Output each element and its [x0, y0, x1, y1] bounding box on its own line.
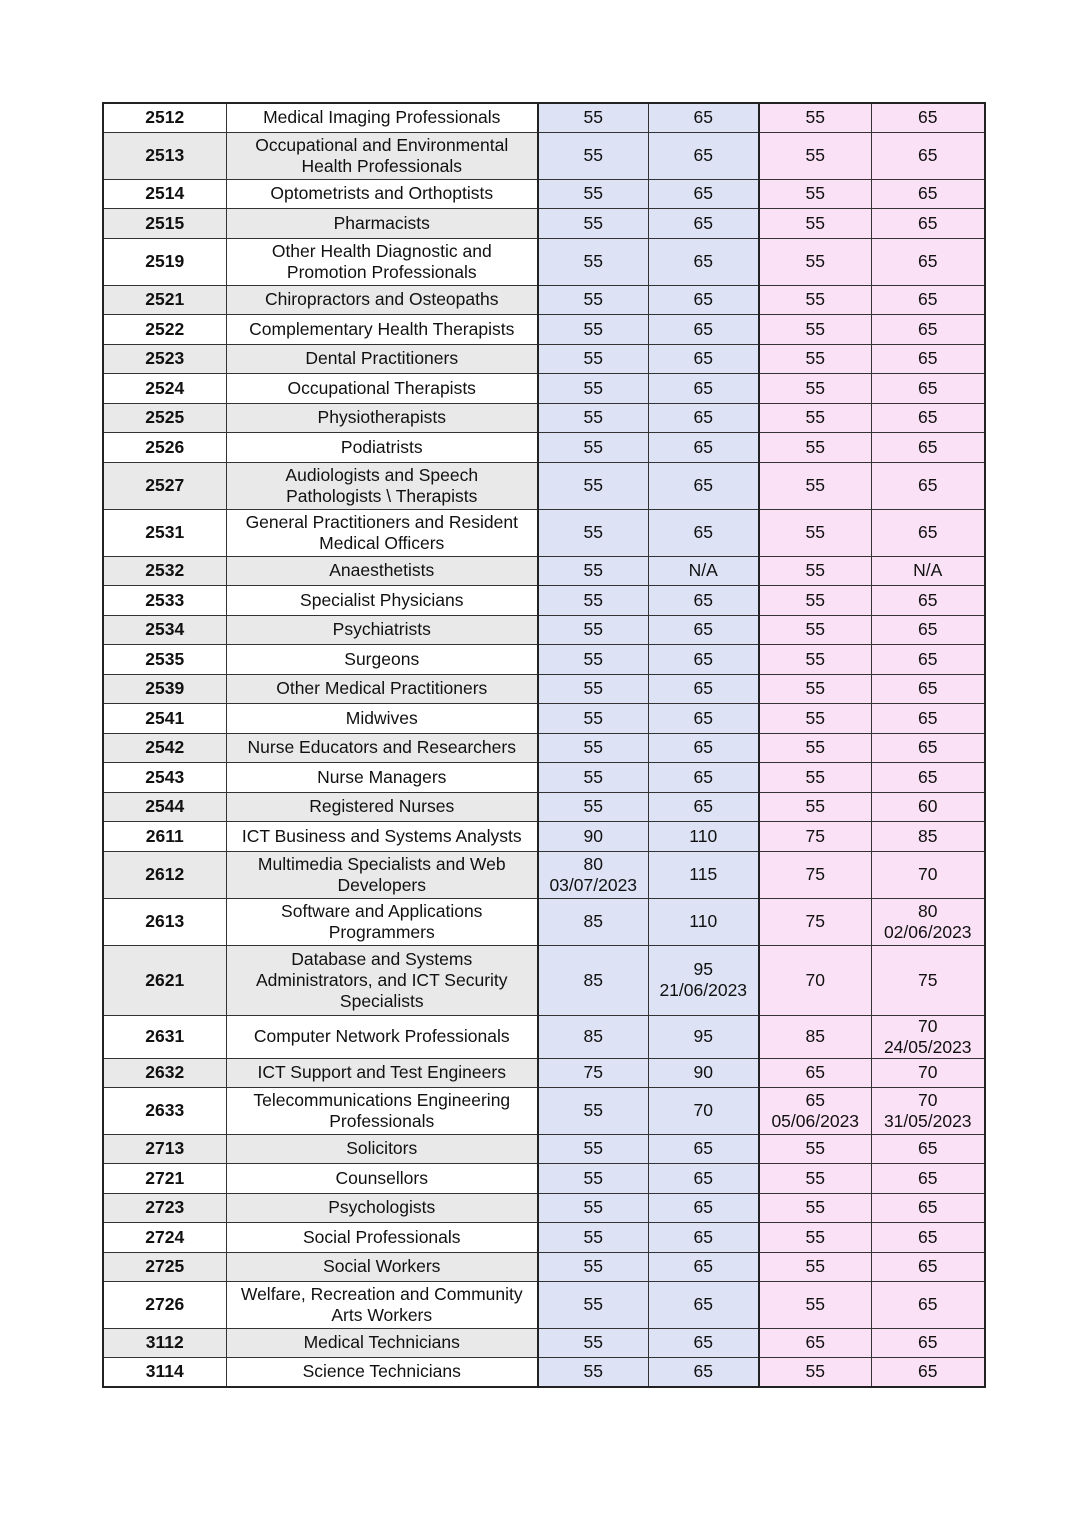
occupation-code-cell: 2521 — [103, 285, 226, 314]
score-cell-c2: 65 — [648, 344, 759, 373]
occupation-name-cell: Software and Applications Programmers — [226, 898, 538, 945]
score-cell-c1: 55 — [538, 1087, 648, 1134]
occupation-code-cell: 2522 — [103, 314, 226, 344]
score-cell-c4: 65 — [871, 403, 985, 432]
occupation-name-cell: Complementary Health Therapists — [226, 314, 538, 344]
table-row — [103, 509, 985, 556]
score-cell-c3: 55 — [759, 1357, 871, 1387]
score-cell-c1: 85 — [538, 1015, 648, 1058]
table-row — [103, 285, 985, 314]
occupation-name-cell: Other Medical Practitioners — [226, 674, 538, 703]
score-cell-c3: 55 — [759, 703, 871, 733]
occupation-table-body — [103, 103, 985, 1387]
score-cell-c2: 65 — [648, 615, 759, 644]
score-cell-c1: 55 — [538, 762, 648, 792]
score-cell-c2: 65 — [648, 403, 759, 432]
score-cell-c3: 55 — [759, 585, 871, 615]
occupation-name-cell: Optometrists and Orthoptists — [226, 179, 538, 208]
score-cell-c2: 65 — [648, 179, 759, 208]
score-cell-c3: 55 — [759, 792, 871, 821]
occupation-name-cell: General Practitioners and Resident Medical Officers — [226, 509, 538, 556]
occupation-code-cell: 2632 — [103, 1058, 226, 1087]
occupation-name-cell: ICT Business and Systems Analysts — [226, 821, 538, 851]
score-cell-c1: 55 — [538, 733, 648, 762]
occupation-code-cell: 3112 — [103, 1328, 226, 1357]
occupation-code-cell: 2512 — [103, 103, 226, 132]
occupation-code-cell: 2513 — [103, 132, 226, 179]
score-cell-c4: 65 — [871, 462, 985, 509]
table-row — [103, 851, 985, 898]
score-cell-c4: 65 — [871, 615, 985, 644]
occupation-name-cell: Registered Nurses — [226, 792, 538, 821]
occupation-name-cell: Occupational and Environmental Health Professionals — [226, 132, 538, 179]
score-cell-c4: 65 — [871, 432, 985, 462]
score-cell-c3: 55 — [759, 1163, 871, 1193]
table-row — [103, 1281, 985, 1328]
table-row — [103, 644, 985, 674]
score-cell-c4: 65 — [871, 509, 985, 556]
occupation-code-cell: 2531 — [103, 509, 226, 556]
occupation-code-cell: 2713 — [103, 1134, 226, 1163]
occupation-name-cell: Welfare, Recreation and Community Arts Workers — [226, 1281, 538, 1328]
occupation-name-cell: Medical Technicians — [226, 1328, 538, 1357]
occupation-code-cell: 2523 — [103, 344, 226, 373]
occupation-code-cell: 2611 — [103, 821, 226, 851]
score-cell-c4: N/A — [871, 556, 985, 585]
score-cell-c4: 65 — [871, 703, 985, 733]
table-row — [103, 103, 985, 132]
score-cell-c3: 75 — [759, 898, 871, 945]
occupation-name-cell: Occupational Therapists — [226, 373, 538, 403]
score-cell-c4: 65 — [871, 1163, 985, 1193]
score-cell-c4: 70 24/05/2023 — [871, 1015, 985, 1058]
table-row — [103, 945, 985, 1015]
score-cell-c2: 65 — [648, 1328, 759, 1357]
occupation-code-cell: 3114 — [103, 1357, 226, 1387]
score-cell-c2: 65 — [648, 674, 759, 703]
score-cell-c2: 110 — [648, 898, 759, 945]
table-row — [103, 1163, 985, 1193]
score-cell-c3: 55 — [759, 644, 871, 674]
score-cell-c3: 55 — [759, 208, 871, 238]
table-row — [103, 373, 985, 403]
score-cell-c2: 65 — [648, 1163, 759, 1193]
score-cell-c4: 65 — [871, 1281, 985, 1328]
score-cell-c1: 55 — [538, 674, 648, 703]
score-cell-c4: 85 — [871, 821, 985, 851]
score-cell-c3: 55 — [759, 1252, 871, 1281]
score-cell-c2: 65 — [648, 208, 759, 238]
score-cell-c3: 55 — [759, 615, 871, 644]
occupation-name-cell: ICT Support and Test Engineers — [226, 1058, 538, 1087]
occupation-code-cell: 2621 — [103, 945, 226, 1015]
table-row — [103, 585, 985, 615]
score-cell-c2: 70 — [648, 1087, 759, 1134]
table-row — [103, 1222, 985, 1252]
table-row — [103, 821, 985, 851]
score-cell-c1: 55 — [538, 615, 648, 644]
score-cell-c4: 65 — [871, 344, 985, 373]
score-cell-c2: 65 — [648, 1193, 759, 1222]
score-cell-c4: 65 — [871, 644, 985, 674]
score-cell-c2: 65 — [648, 238, 759, 285]
occupation-name-cell: Psychologists — [226, 1193, 538, 1222]
table-row — [103, 344, 985, 373]
occupation-name-cell: Other Health Diagnostic and Promotion Professionals — [226, 238, 538, 285]
score-cell-c3: 65 — [759, 1058, 871, 1087]
score-cell-c4: 65 — [871, 314, 985, 344]
occupation-name-cell: Social Professionals — [226, 1222, 538, 1252]
score-cell-c3: 65 05/06/2023 — [759, 1087, 871, 1134]
score-cell-c1: 55 — [538, 238, 648, 285]
score-cell-c4: 65 — [871, 132, 985, 179]
occupation-code-cell: 2535 — [103, 644, 226, 674]
occupation-code-cell: 2543 — [103, 762, 226, 792]
score-cell-c1: 55 — [538, 1163, 648, 1193]
score-cell-c1: 55 — [538, 1134, 648, 1163]
score-cell-c1: 55 — [538, 1328, 648, 1357]
score-cell-c4: 65 — [871, 762, 985, 792]
occupation-code-cell: 2612 — [103, 851, 226, 898]
score-cell-c4: 65 — [871, 1328, 985, 1357]
score-cell-c2: 65 — [648, 1357, 759, 1387]
score-cell-c1: 55 — [538, 462, 648, 509]
occupation-name-cell: Multimedia Specialists and Web Developers — [226, 851, 538, 898]
score-cell-c4: 65 — [871, 103, 985, 132]
occupation-code-cell: 2533 — [103, 585, 226, 615]
score-cell-c3: 55 — [759, 403, 871, 432]
score-cell-c3: 55 — [759, 132, 871, 179]
score-cell-c1: 55 — [538, 314, 648, 344]
score-cell-c3: 55 — [759, 733, 871, 762]
occupation-code-cell: 2524 — [103, 373, 226, 403]
score-cell-c3: 55 — [759, 373, 871, 403]
occupation-name-cell: Anaesthetists — [226, 556, 538, 585]
score-cell-c3: 55 — [759, 674, 871, 703]
occupation-code-cell: 2525 — [103, 403, 226, 432]
score-cell-c2: 65 — [648, 1134, 759, 1163]
score-cell-c2: 65 — [648, 1281, 759, 1328]
score-cell-c3: 55 — [759, 238, 871, 285]
score-cell-c3: 55 — [759, 314, 871, 344]
table-row — [103, 238, 985, 285]
score-cell-c4: 70 — [871, 1058, 985, 1087]
occupation-name-cell: Psychiatrists — [226, 615, 538, 644]
occupation-name-cell: Midwives — [226, 703, 538, 733]
score-cell-c4: 70 — [871, 851, 985, 898]
score-cell-c3: 55 — [759, 179, 871, 208]
table-row — [103, 1328, 985, 1357]
score-cell-c1: 55 — [538, 132, 648, 179]
score-cell-c2: 65 — [648, 432, 759, 462]
score-cell-c1: 90 — [538, 821, 648, 851]
score-cell-c2: 65 — [648, 509, 759, 556]
score-cell-c1: 80 03/07/2023 — [538, 851, 648, 898]
score-cell-c4: 65 — [871, 238, 985, 285]
score-cell-c3: 55 — [759, 762, 871, 792]
occupation-table — [102, 102, 986, 1388]
occupation-name-cell: Podiatrists — [226, 432, 538, 462]
table-row — [103, 208, 985, 238]
score-cell-c3: 55 — [759, 1134, 871, 1163]
score-cell-c3: 55 — [759, 285, 871, 314]
score-cell-c3: 65 — [759, 1328, 871, 1357]
score-cell-c2: 65 — [648, 103, 759, 132]
score-cell-c2: 95 21/06/2023 — [648, 945, 759, 1015]
table-row — [103, 1193, 985, 1222]
score-cell-c1: 55 — [538, 509, 648, 556]
table-row — [103, 898, 985, 945]
score-cell-c4: 65 — [871, 1357, 985, 1387]
score-cell-c1: 55 — [538, 1281, 648, 1328]
score-cell-c2: 65 — [648, 285, 759, 314]
score-cell-c2: 65 — [648, 314, 759, 344]
occupation-name-cell: Solicitors — [226, 1134, 538, 1163]
score-cell-c4: 65 — [871, 1134, 985, 1163]
table-row — [103, 314, 985, 344]
table-row — [103, 1015, 985, 1058]
score-cell-c1: 55 — [538, 1357, 648, 1387]
occupation-code-cell: 2519 — [103, 238, 226, 285]
table-row — [103, 1058, 985, 1087]
occupation-code-cell: 2721 — [103, 1163, 226, 1193]
table-row — [103, 674, 985, 703]
score-cell-c4: 75 — [871, 945, 985, 1015]
occupation-name-cell: Nurse Educators and Researchers — [226, 733, 538, 762]
score-cell-c2: 65 — [648, 585, 759, 615]
score-cell-c1: 55 — [538, 792, 648, 821]
score-cell-c3: 55 — [759, 1281, 871, 1328]
score-cell-c3: 75 — [759, 821, 871, 851]
score-cell-c3: 55 — [759, 556, 871, 585]
score-cell-c4: 65 — [871, 1252, 985, 1281]
score-cell-c4: 65 — [871, 1193, 985, 1222]
occupation-code-cell: 2527 — [103, 462, 226, 509]
score-cell-c2: 95 — [648, 1015, 759, 1058]
score-cell-c1: 55 — [538, 1193, 648, 1222]
table-row — [103, 1357, 985, 1387]
score-cell-c4: 65 — [871, 179, 985, 208]
table-row — [103, 733, 985, 762]
score-cell-c4: 65 — [871, 373, 985, 403]
score-cell-c2: 65 — [648, 703, 759, 733]
score-cell-c3: 55 — [759, 432, 871, 462]
occupation-name-cell: Dental Practitioners — [226, 344, 538, 373]
score-cell-c2: 65 — [648, 1252, 759, 1281]
score-cell-c4: 65 — [871, 733, 985, 762]
score-cell-c4: 60 — [871, 792, 985, 821]
table-row — [103, 132, 985, 179]
score-cell-c3: 55 — [759, 1222, 871, 1252]
score-cell-c2: 65 — [648, 733, 759, 762]
score-cell-c2: 65 — [648, 462, 759, 509]
score-cell-c1: 55 — [538, 103, 648, 132]
table-row — [103, 556, 985, 585]
score-cell-c4: 65 — [871, 285, 985, 314]
occupation-code-cell: 2541 — [103, 703, 226, 733]
score-cell-c1: 75 — [538, 1058, 648, 1087]
score-cell-c1: 55 — [538, 285, 648, 314]
score-cell-c1: 55 — [538, 208, 648, 238]
score-cell-c2: 65 — [648, 1222, 759, 1252]
occupation-code-cell: 2542 — [103, 733, 226, 762]
occupation-code-cell: 2534 — [103, 615, 226, 644]
table-row — [103, 462, 985, 509]
occupation-name-cell: Medical Imaging Professionals — [226, 103, 538, 132]
occupation-name-cell: Nurse Managers — [226, 762, 538, 792]
score-cell-c4: 65 — [871, 585, 985, 615]
score-cell-c4: 80 02/06/2023 — [871, 898, 985, 945]
occupation-code-cell: 2515 — [103, 208, 226, 238]
table-row — [103, 432, 985, 462]
score-cell-c2: 65 — [648, 373, 759, 403]
occupation-name-cell: Science Technicians — [226, 1357, 538, 1387]
occupation-code-cell: 2633 — [103, 1087, 226, 1134]
score-cell-c2: N/A — [648, 556, 759, 585]
occupation-name-cell: Computer Network Professionals — [226, 1015, 538, 1058]
table-row — [103, 179, 985, 208]
occupation-code-cell: 2514 — [103, 179, 226, 208]
occupation-name-cell: Pharmacists — [226, 208, 538, 238]
score-cell-c2: 65 — [648, 132, 759, 179]
score-cell-c2: 110 — [648, 821, 759, 851]
score-cell-c3: 75 — [759, 851, 871, 898]
score-cell-c3: 70 — [759, 945, 871, 1015]
score-cell-c4: 65 — [871, 1222, 985, 1252]
occupation-name-cell: Social Workers — [226, 1252, 538, 1281]
table-row — [103, 1252, 985, 1281]
occupation-code-cell: 2726 — [103, 1281, 226, 1328]
score-cell-c3: 55 — [759, 344, 871, 373]
score-cell-c1: 85 — [538, 945, 648, 1015]
score-cell-c4: 70 31/05/2023 — [871, 1087, 985, 1134]
score-cell-c3: 55 — [759, 462, 871, 509]
score-cell-c1: 55 — [538, 432, 648, 462]
occupation-name-cell: Counsellors — [226, 1163, 538, 1193]
occupation-name-cell: Physiotherapists — [226, 403, 538, 432]
table-row — [103, 1134, 985, 1163]
table-row — [103, 615, 985, 644]
occupation-code-cell: 2539 — [103, 674, 226, 703]
score-cell-c2: 65 — [648, 792, 759, 821]
table-row — [103, 792, 985, 821]
table-row — [103, 762, 985, 792]
occupation-code-cell: 2532 — [103, 556, 226, 585]
score-cell-c1: 85 — [538, 898, 648, 945]
score-cell-c2: 65 — [648, 644, 759, 674]
occupation-code-cell: 2724 — [103, 1222, 226, 1252]
score-cell-c3: 55 — [759, 1193, 871, 1222]
table-row — [103, 403, 985, 432]
score-cell-c2: 90 — [648, 1058, 759, 1087]
table-row — [103, 1087, 985, 1134]
table-row — [103, 703, 985, 733]
occupation-code-cell: 2544 — [103, 792, 226, 821]
score-cell-c1: 55 — [538, 556, 648, 585]
occupation-code-cell: 2613 — [103, 898, 226, 945]
occupation-code-cell: 2631 — [103, 1015, 226, 1058]
occupation-name-cell: Database and Systems Administrators, and ICT Security Specialists — [226, 945, 538, 1015]
score-cell-c3: 55 — [759, 509, 871, 556]
occupation-code-cell: 2725 — [103, 1252, 226, 1281]
score-cell-c1: 55 — [538, 703, 648, 733]
score-cell-c1: 55 — [538, 1252, 648, 1281]
score-cell-c3: 85 — [759, 1015, 871, 1058]
score-cell-c1: 55 — [538, 585, 648, 615]
occupation-name-cell: Chiropractors and Osteopaths — [226, 285, 538, 314]
score-cell-c3: 55 — [759, 103, 871, 132]
score-cell-c4: 65 — [871, 674, 985, 703]
score-cell-c1: 55 — [538, 344, 648, 373]
occupation-name-cell: Telecommunications Engineering Professionals — [226, 1087, 538, 1134]
occupation-code-cell: 2526 — [103, 432, 226, 462]
occupation-code-cell: 2723 — [103, 1193, 226, 1222]
score-cell-c1: 55 — [538, 403, 648, 432]
score-cell-c1: 55 — [538, 644, 648, 674]
score-cell-c1: 55 — [538, 179, 648, 208]
score-cell-c4: 65 — [871, 208, 985, 238]
score-cell-c1: 55 — [538, 373, 648, 403]
occupation-name-cell: Audiologists and Speech Pathologists \ Therapists — [226, 462, 538, 509]
occupation-name-cell: Specialist Physicians — [226, 585, 538, 615]
score-cell-c2: 115 — [648, 851, 759, 898]
score-cell-c1: 55 — [538, 1222, 648, 1252]
occupation-name-cell: Surgeons — [226, 644, 538, 674]
score-cell-c2: 65 — [648, 762, 759, 792]
